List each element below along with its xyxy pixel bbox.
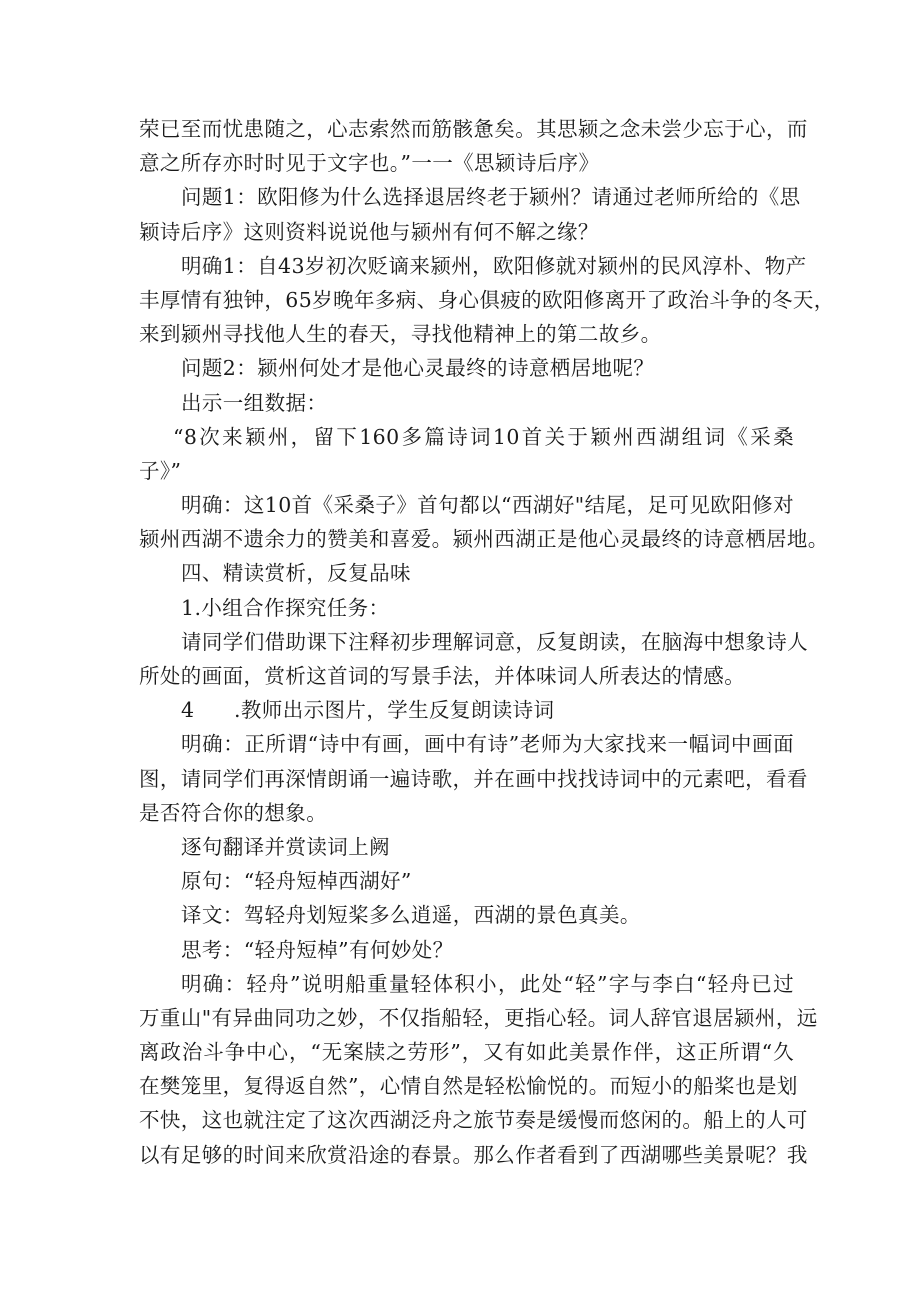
text-line: 在樊笼里，复得返自然”，心情自然是轻松愉悦的。而短小的船桨也是划 (139, 1074, 798, 1099)
text-line: 1.小组合作探究任务： (181, 595, 390, 620)
list-number: 4 (181, 698, 195, 723)
text-line: 子》” (139, 458, 182, 483)
text-line: 明确：正所谓“诗中有画，画中有诗”老师为大家找来一幅词中画面 (181, 732, 794, 757)
text-line: 来到颍州寻找他人生的春天，寻找他精神上的第二故乡。 (139, 322, 662, 347)
text-line: 以有足够的时间来欣赏沿途的春景。那么作者看到了西湖哪些美景呢？我 (139, 1142, 808, 1167)
text-line: 荣已至而忧患随之，心志索然而筋骸惫矣。其思颍之念未尝少忘于心，而 (139, 117, 808, 141)
text-line: 思考：“轻舟短棹”有何妙处？ (181, 937, 454, 962)
text-line: 明确1：自43岁初次贬谪来颍州，欧阳修就对颍州的民风淳朴、物产 (181, 253, 807, 278)
text-line: 请同学们借助课下注释初步理解词意，反复朗读，在脑海中想象诗人 (181, 629, 808, 654)
text-line: 万重山"有异曲同功之妙，不仅指船轻，更指心轻。词人辞官退居颍州，远 (139, 1005, 818, 1030)
text-line: 所处的画面，赏析这首词的写景手法，并体味词人所表达的情感。 (139, 664, 746, 688)
text-line: 丰厚情有独钟，65岁晚年多病、身心俱疲的欧阳修离开了政治斗争的冬天， (139, 287, 835, 312)
text-line (139, 693, 794, 727)
text-line: 四、精读赏析，反复品味 (181, 561, 411, 586)
text-line: 明确：轻舟”说明船重量轻体积小，此处“轻”字与李白“轻舟已过 (181, 971, 794, 996)
text-line: 颍州西湖不遗余力的赞美和喜爱。颍州西湖正是他心灵最终的诗意栖居地。 (139, 527, 829, 552)
text-line: 不快，这也就注定了这次西湖泛舟之旅节奏是缓慢而悠闲的。船上的人可 (139, 1108, 808, 1133)
text-line: 离政治斗争中心，“无案牍之劳形”，又有如此美景作伴，这正所谓“久 (139, 1040, 794, 1065)
list-text: .教师出示图片，学生反复朗读诗词 (234, 698, 555, 723)
text-line: 明确：这10首《采桑子》首句都以“西湖好"结尾，足可见欧阳修对 (181, 493, 794, 518)
text-line: 译文：驾轻舟划短桨多么逍遥，西湖的景色真美。 (181, 903, 641, 928)
text-line: 图，请同学们再深情朗诵一遍诗歌，并在画中找找诗词中的元素吧，看看 (139, 766, 808, 791)
text-line: 是否符合你的想象。 (139, 800, 328, 825)
text-line: 颖诗后序》这则资料说说他与颍州有何不解之缘？ (139, 219, 599, 244)
text-line: 原句：“轻舟短棹西湖好” (181, 869, 412, 894)
text-line: 问题2：颍州何处才是他心灵最终的诗意栖居地呢？ (181, 356, 655, 381)
text-line: “8次来颖州，留下160多篇诗词10首关于颖州西湖组词《采桑 (173, 424, 794, 449)
text-line: 出示一组数据： (181, 390, 328, 415)
text-line: 意之所存亦时时见于文字也。”一一《思颍诗后序》 (139, 151, 600, 176)
text-line: 问题1：欧阳修为什么选择退居终老于颍州？请通过老师所给的《思 (181, 185, 801, 210)
document-body (139, 112, 835, 1172)
text-line: 逐句翻译并赏读词上阙 (181, 834, 390, 859)
